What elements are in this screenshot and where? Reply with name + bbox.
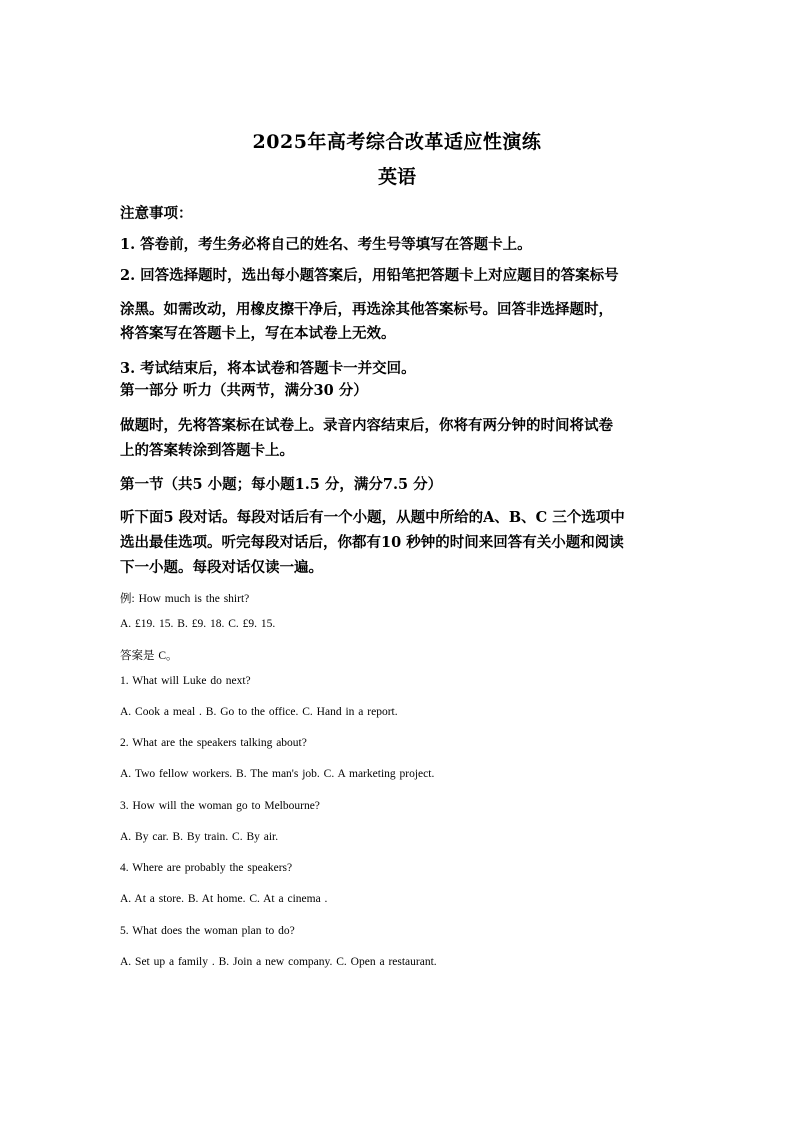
question-2: 2. What are the speakers talking about?: [120, 737, 307, 749]
example-options: A. £19. 15. B. £9. 18. C. £9. 15.: [120, 618, 276, 630]
exam-subject: 英语: [377, 166, 416, 188]
question-3: 3. How will the woman go to Melbourne?: [120, 800, 320, 812]
question-4-options: A. At a store. B. At home. C. At a cinema .: [120, 893, 328, 905]
part1-instruction-line-2: 上的答案转涂到答题卡上。: [120, 442, 294, 459]
part1-instruction-line-1: 做题时，先将答案标在试卷上。录音内容结束后，你将有两分钟的时间将试卷: [120, 417, 613, 434]
part1-heading: 第一部分 听力（共两节，满分30 分）: [120, 382, 368, 399]
notice-heading: 注意事项：: [120, 205, 193, 222]
section1-instruction-line-2: 选出最佳选项。听完每段对话后，你都有10 秒钟的时间来回答有关小题和阅读: [120, 534, 624, 551]
example-question: 例: How much is the shirt?: [120, 593, 250, 605]
question-1: 1. What will Luke do next?: [120, 675, 251, 687]
example-answer: 答案是 C。: [120, 650, 178, 662]
section1-heading: 第一节（共5 小题；每小题1.5 分，满分7.5 分）: [120, 476, 443, 493]
notice-item-1: 1. 答卷前，考生务必将自己的姓名、考生号等填写在答题卡上。: [120, 236, 532, 253]
question-5-options: A. Set up a family . B. Join a new company. C. Open a restaurant.: [120, 956, 437, 968]
notice-item-3: 3. 考试结束后，将本试卷和答题卡一并交回。: [120, 360, 416, 377]
question-5: 5. What does the woman plan to do?: [120, 925, 295, 937]
notice-item-2-line-3: 将答案写在答题卡上，写在本试卷上无效。: [120, 325, 396, 342]
notice-item-2-line-2: 涂黑。如需改动，用橡皮擦干净后，再选涂其他答案标号。回答非选择题时，: [120, 301, 613, 318]
question-3-options: A. By car. B. By train. C. By air.: [120, 831, 279, 843]
section1-instruction-line-1: 听下面5 段对话。每段对话后有一个小题，从题中所给的A、B、C 三个选项中: [120, 509, 625, 526]
section1-instruction-line-3: 下一小题。每段对话仅读一遍。: [120, 559, 323, 576]
notice-item-2-line-1: 2. 回答选择题时，选出每小题答案后，用铅笔把答题卡上对应题目的答案标号: [120, 267, 619, 284]
question-4: 4. Where are probably the speakers?: [120, 862, 293, 874]
question-1-options: A. Cook a meal . B. Go to the office. C. Hand in a report.: [120, 706, 398, 718]
question-2-options: A. Two fellow workers. B. The man's job. C. A marketing project.: [120, 768, 435, 780]
exam-title: 2025年高考综合改革适应性演练: [252, 131, 542, 153]
